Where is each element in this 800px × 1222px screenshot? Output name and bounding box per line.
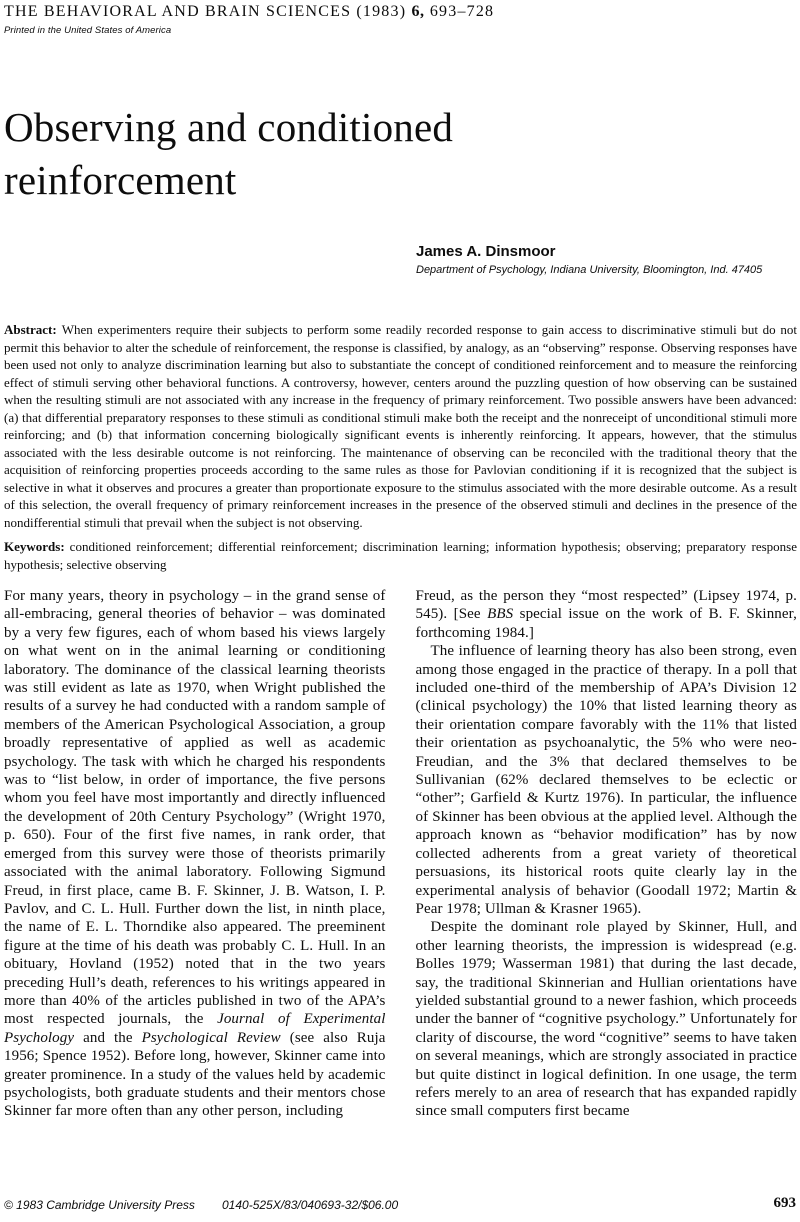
author-name: James A. Dinsmoor — [416, 243, 556, 260]
journal-name-and-year: THE BEHAVIORAL AND BRAIN SCIENCES (1983) — [4, 3, 412, 20]
journal-header — [4, 2, 797, 37]
printed-note: Printed in the United States of America — [4, 25, 172, 36]
author-block — [416, 243, 797, 277]
page-range: 693–728 — [424, 3, 495, 20]
keywords-label: Keywords: — [4, 539, 65, 554]
page-number: 693 — [773, 1195, 796, 1211]
abstract-label: Abstract: — [4, 322, 57, 337]
keywords-section — [4, 538, 797, 574]
right-column — [416, 587, 798, 1121]
article-body — [4, 587, 797, 1121]
copyright-notice: © 1983 Cambridge University Press — [4, 1198, 195, 1212]
paragraph: Despite the dominant role played by Skinner, Hull, and other learning theorists, the impression is widespread (e.g. Bolles 1979; Wasserman 1981) that during the last decade, say, the traditional Skinnerian and Hullian orientations have yielded substantial ground to a newer fashion, which proceeds under the banner of “cognitive psychology.” Unfortunately for clarity of discourse, the word “cognitive” seems to have taken on several meanings, which are strongly associated in practice but quite distinct in logical definition. In one usage, the term refers merely to an area of research that has expanded rapidly since small computers first became — [415, 919, 797, 1120]
left-column — [4, 587, 386, 1121]
paragraph: Freud, as the person they “most respected” (Lipsey 1974, p. 545). [See BBS special issue on the work of B. F. Skinner, forthcoming 1984.] — [415, 588, 798, 641]
paragraph: For many years, theory in psychology – in the grand sense of all-embracing, general theories of behavior – was dominated by a very few figures, each of whom based his views largely on what went on in the animal learning or conditioning laboratory. The dominance of the classical learning theorists was still evident as late as 1970, when Wright published the results of a survey he had conducted with a random sample of members of the American Psychological Association, a group broadly representative of applied as well as academic psychology. The task with which he charged his respondents was to “list below, in order of importance, the five persons whom you feel have most importantly and directly influenced the development of 20th Century Psychology” (Wright 1970, p. 650). Four of the first five names, in rank order, that emerged from this survey were those of theorists primarily associated with the animal laboratory. Following Sigmund Freud, in first place, came B. F. Skinner, J. B. Watson, I. P. Pavlov, and C. L. Hull. Further down the list, in ninth place, the name of E. L. Thorndike also appeared. The preeminent figure at the time of his death was probably C. L. Hull. In an obituary, Hovland (1952) noted that in the two years preceding Hull’s death, references to his writings appeared in more than 40% of the articles published in two of the APA’s most respected journals, the Journal of Experimental Psychology and the Psychological Review (see also Ruja 1956; Spence 1952). Before long, however, Skinner came into greater prominence. In a study of the values held by academic psychologists, both graduate students and their mentors chose Skinner far more often than any other person, including — [4, 588, 386, 1120]
author-affiliation: Department of Psychology, Indiana University, Bloomington, Ind. 47405 — [416, 264, 763, 276]
paragraph: The influence of learning theory has also been strong, even among those engaged in the practice of therapy. In a poll that included one-third of the membership of APA’s Division 12 (clinical psychology) the 10% that listed learning theory as their orientation compare favorably with the 11% that listed their orientation as psychoanalytic, the 5% who were neo-Freudian, and the 3% that declared themselves to be Sullivanian (62% declared themselves to be eclectic or “other”; Garfield & Kurtz 1976). In particular, the influence of Skinner has been obvious at the applied level. Although the approach known as “behavior modification” has by now collected adherents from a great variety of theoretical persuasions, its historical roots quite clearly lay in the experimental analysis of behavior (Goodall 1972; Martin & Pear 1978; Ullman & Krasner 1965). — [415, 643, 797, 917]
abstract-text: When experimenters require their subjects to perform some readily recorded response to gain access to discriminative stimuli but do not permit this behavior to alter the schedule of reinforcement, the response is classified, by analogy, as an “observing” response. Observing responses have been used not only to analyze discrimination learning but also to substantiate the concept of conditioned reinforcement and to measure the reinforcing effect of stimuli serving other behavioral functions. A controversy, however, centers around the puzzling question of how observing can be sustained when the resulting stimuli are not associated with any increase in the frequency of primary reinforcement. Two possible answers have been advanced: (a) that differential preparatory responses to these stimuli as conditional stimuli make both the receipt and the nonreceipt of unconditional stimuli more reinforcing; and (b) that information concerning biologically significant events is inherently reinforcing. It appears, however, that the stimulus associated with the less desirable outcome is not reinforcing. The maintenance of observing can be reconciled with the traditional theory that the acquisition of reinforcing properties proceeds according to the same rules as those for Pavlovian conditioning if it is recognized that the subject is selective in what it observes and procures a greater than proportionate exposure to the stimulus associated with the more desirable outcome. As a result of this selection, the overall frequency of primary reinforcement increases in the presence of the observed stimuli and declines in the presence of the nondifferential stimuli that prevail when the subject is not observing. — [4, 322, 797, 530]
page-footer — [4, 1197, 796, 1217]
journal-line — [4, 2, 797, 22]
page-title: Observing and conditioned reinforcement — [4, 104, 454, 203]
volume-number: 6, — [411, 3, 425, 20]
keywords-text: conditioned reinforcement; differential reinforcement; discrimination learning; information hypothesis; observing; preparatory response hypothesis; selective observing — [4, 539, 797, 572]
issn-code: 0140-525X/83/040693-32/$06.00 — [222, 1198, 399, 1212]
abstract-section — [4, 321, 797, 531]
